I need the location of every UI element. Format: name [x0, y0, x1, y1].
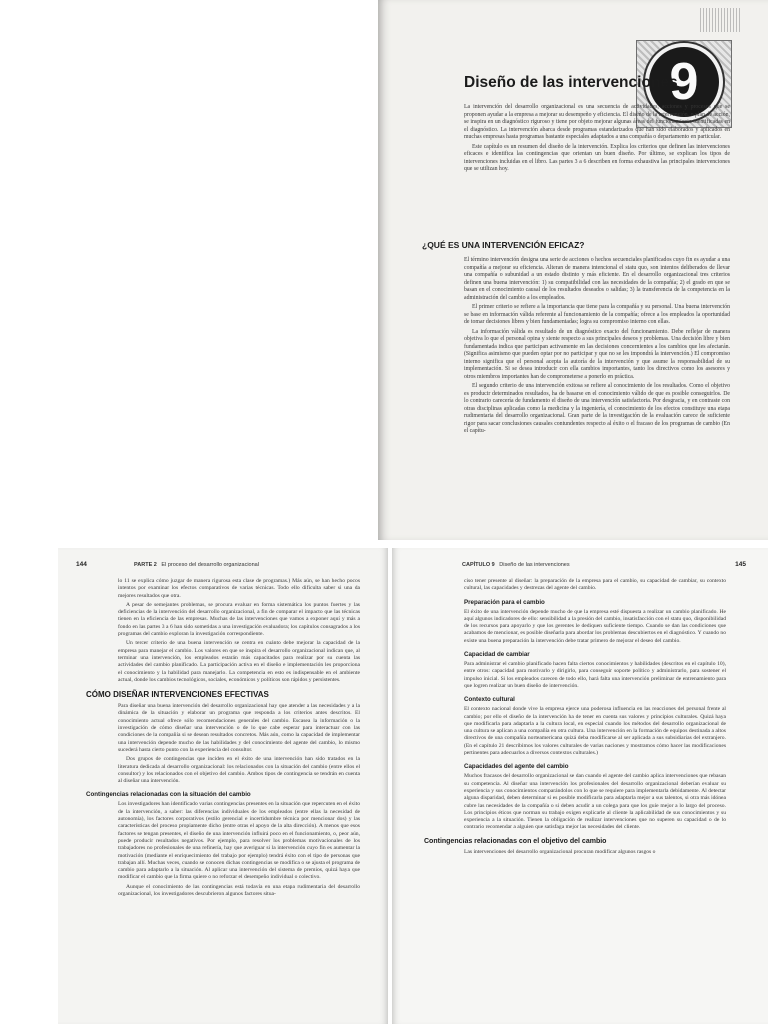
page-number: 144	[76, 561, 87, 568]
body-paragraph: Aunque el conocimiento de las contingencias está todavía en una etapa rudimentaria del desarrollo organizacional, los investigadores descubrieron algunos factores situa-	[118, 883, 360, 897]
body-paragraph: lo 11 se explica cómo juzgar de manera rigurosa esta clase de programas.) Más aún, se han hecho pocos intentos por examinar los efectos comparativos de varias técnicas. Todo ello dificulta saber si una da mejores resultados que otra.	[118, 578, 360, 599]
left-column	[86, 578, 360, 900]
body-paragraph: Un tercer criterio de una buena intervención se centra en cuánto debe mejorar la capacidad de la empresa para manejar el cambio. Los valores en que se inspira el desarrollo organizacional indican que, al terminar una intervención, los empleados estarán más capacitados para realizar por su cuenta las actividades del cambio planificado. La participación activa en el diseño e implementación les proporciona el conocimiento y la habilidad para manejarlo. La competencia en esto es indispensable en el ambiente actual, donde los cambios tecnológicos, sociales, económicos y políticos son rápidos y persistentes.	[118, 640, 360, 683]
body-paragraph: El éxito de una intervención depende mucho de que la empresa esté dispuesta a realizar un cambio planificado. He aquí algunos indicadores de ello: sensibilidad a la presión del cambio, insatisfacción con el statu quo, disponibilidad de los recursos para apoyarlo y que los gerentes le dediquen suficiente tiempo. Cuando se dan las condiciones que acabamos de mencionar, es posible diseñarla para abordar los problemas descubiertos en el diagnóstico. Y cuando no existe una buena preparación la intervención debe tratar primero de mejorar el deseo del cambio.	[464, 608, 726, 644]
body-paragraph: Las intervenciones del desarrollo organizacional procuran modificar algunos rasgos o	[464, 848, 656, 855]
subsection-heading: Capacidad de cambiar	[464, 651, 530, 659]
body-paragraph: La información válida es resultado de un diagnóstico exacto del funcionamiento. Debe reflejar de manera objetiva lo que el personal opina y siente respecto a sus principales deseos y problemas. Una decisión libre y bien fundamentada indica que participan activamente en las decisiones concernientes a los cambios que les afectarán. (Significa asimismo que pueden optar por no participar y que no se les impondrá la intervención.) El compromiso interno significa que el personal acepta la autoría de la intervención y que asume la responsabilidad de su implementación. Si se desea introducir con ella cambios importantes, tanto los directivos como los asesores y otros miembros importantes han de comprometerse a ponerlo en práctica.	[464, 328, 730, 380]
body-paragraph: Para administrar el cambio planificado hacen falta ciertos conocimientos y habilidades (descritos en el capítulo 10), entre otros: capacidad para motivarlo y dirigirlo, para conseguir soporte político y administrarlo, para sostener el impulso inicial. Si los empleados carecen de todo ello, hará falta una intervención preliminar de entrenamiento para que logren realizar un buen diseño de intervención.	[464, 661, 726, 689]
body-paragraph: El contexto nacional donde vive la empresa ejerce una poderosa influencia en las reacciones del personal frente al cambio; por ello el diseño de la intervención ha de tener en cuenta sus valores y principios culturales. Quizá haya que modificarla para adaptarla a la cultura local, en especial cuando los métodos del desarrollo organizacional de una cultura se aplican a una compañía en otra cultura. Una intervención en la formación de equipos destinada a altos directivos de una compañía norteamericana quizá deba modificarse al ser aplicada a sus subsidiarias del extranjero. (En el capítulo 21 describimos los valores culturales de varias naciones y mostramos cómo hacer las modificaciones pertinentes para adecuarlos a diversos contextos culturales.)	[464, 706, 726, 757]
chapter-intro	[464, 104, 730, 176]
right-column	[424, 578, 726, 858]
body-paragraph: A pesar de semejantes problemas, se procura evaluar en forma sistemática los puntos fuertes y las deficiencias de la intervención del desarrollo organizacional, a fin de comparar el impacto que las técnicas tienen en la eficiencia de las empresas. Muchas de las intervenciones que vamos a exponer aquí y más a fondo en las partes 3 a 6 han sido sometidas a una investigación evaluadora; los capítulos consagrados a los programas del cambio exploran la investigación correspondiente.	[118, 601, 360, 638]
body-paragraph: El término intervención designa una serie de acciones o hechos secuenciales planificados cuyo fin es ayudar a una compañía a mejorar su eficiencia. Alteran de manera intencional el statu quo, son intentos deliberados de llevar una compañía o subunidad a un estado distinto y más eficiente. En el desarrollo organizacional tres criterios definen una buena intervención: 1) su compatibilidad con las necesidades de la compañía; 2) el grado en que se basan en el conocimiento causal de los resultados deseados o salidas; 3) la transferencia de la competencia en la administración del cambio a los empleados.	[464, 257, 730, 301]
subsection-heading: Capacidades del agente del cambio	[464, 763, 569, 771]
page-number: 145	[735, 561, 746, 568]
section-heading: ¿QUÉ ES UNA INTERVENCIÓN EFICAZ?	[422, 240, 585, 250]
left-page	[58, 548, 388, 1024]
running-head-part: PARTE 2	[134, 562, 157, 568]
chapter-number: 9	[649, 47, 719, 117]
running-head-title: El proceso del desarrollo organizacional	[161, 562, 259, 568]
body-paragraph: Muchos fracasos del desarrollo organizacional se dan cuando el agente del cambio aplica intervenciones que rebasan su competencia. Al diseñar una intervención los profesionales del desarrollo organizacional deberían evaluar su experiencia y sus conocimientos comparándolos con lo que se requiere para implementarla debidamente. Al detectar alguna disparidad, deben determinar si es posible modificarla para adaptarla mejor a sus talentos, si otra más idónea cubre las necesidades de la compañía o si deben acudir a un colega para que los guíe mejor a lo largo del proceso. Los principios éticos que norman su trabajo exigen explicarle al cliente la aplicabilidad de sus conocimientos y su experiencia a la situación. Tienen la obligación de realizar intervenciones que no superen su capacidad o de lo contrario recomendar a alguien que satisfaga mejor las necesidades del cliente.	[464, 773, 726, 831]
right-page	[392, 548, 768, 1024]
subsection-heading: Contexto cultural	[464, 696, 515, 704]
intro-paragraph: Este capítulo es un resumen del diseño de la intervención. Explica los criterios que definen las intervenciones eficaces e identifica las contingencias que orientan un buen diseño. Por último, se explican los tipos de intervenciones incluidas en el libro. Las partes 3 a 6 describen en forma exhaustiva las principales intervenciones que se utilizan hoy.	[464, 143, 730, 172]
corner-decoration	[700, 8, 740, 32]
chapter-opener-page	[378, 0, 768, 540]
section-body	[464, 257, 730, 438]
body-paragraph: El primer criterio se refiere a la importancia que tiene para la compañía y su personal. Una buena intervención se base en información válida referente al funcionamiento de la compañía; ofrece a los empleados la oportunidad de tomar decisiones libres y bien fundamentadas; logra su compromiso interno con ellas.	[464, 304, 730, 325]
body-paragraph: Los investigadores han identificado varias contingencias presentes en la situación que repercuten en el éxito de la intervención, a saber: las diferencias individuales de los empleados (entre ellas la necesidad de autonomía), los factores corporativos (estilo gerencial e incertidumbre técnica por mencionar dos) y las características del proceso propiamente dicho (entre otras el apoyo de la alta dirección). A menos que esos factores se tengan presentes, el diseño de una intervención influirá poco en el funcionamiento, o, peor aún, puede producir resultados negativos. Por ejemplo, para resolver los problemas motivacionales de los trabajadores no profesionales de una refinería, hay que averiguar si la intervención cuyo fin es aumentar la motivación (mediante el enriquecimiento del trabajo por ejemplo) tendrá éxito con el tipo de personas que trabajan allí. Muchas veces, cuando se conocen dichas contingencias se modifica o se ajusta el programa de cambio para adaptarlo a la situación. Al aplicar una intervención del sistema de premios, quizá haya que modificar el cambio que la firma quiere o no reforzar el desempeño individual o colectivo.	[118, 801, 360, 881]
subsection-heading: Contingencias relacionadas con la situación del cambio	[86, 791, 251, 799]
running-head	[134, 562, 259, 568]
running-head-chapter: CAPÍTULO 9	[462, 562, 495, 568]
running-head	[462, 562, 570, 568]
intro-paragraph: La intervención del desarrollo organizacional es una secuencia de actividades, acciones y procesos que se proponen ayudar a la empresa a mejorar su desempeño y eficiencia. El diseño de la intervención, o plan de acción, se inspira en un diagnóstico riguroso y tiene por objeto mejorar algunas áreas del funcionamiento identificadas en el diagnóstico. La intervención abarca desde programas estandarizados que han sido elaborados y aplicados en muchas empresas hasta programas bastante especiales adaptados a una compañía o departamento en particular.	[464, 104, 730, 140]
running-head-title: Diseño de las intervenciones	[499, 562, 570, 568]
body-paragraph: Dos grupos de contingencias que inciden en el éxito de una intervención han sido tratados en la literatura dedicada al desarrollo organizacional: los relacionados con la situación del cambio (entre ellos el consultor) y los relacionados con el objetivo del cambio. Ambos tipos de contingencia se tendrán en cuenta al diseñar una intervención.	[118, 756, 360, 785]
body-paragraph: ciso tener presente al diseñar: la preparación de la empresa para el cambio, su capacidad de cambiar, su contexto cultural, las capacidades y destrezas del agente del cambio.	[464, 578, 726, 592]
section-heading: Contingencias relacionadas con el objetivo del cambio	[424, 837, 607, 845]
body-paragraph: El segundo criterio de una intervención exitosa se refiere al conocimiento de los resultados. Como el objetivo es producir determinados resultados, ha de basarse en el conocimiento válido de que es posible conseguirlos. De lo contrario carecería de fundamento el diseño de una intervención satisfactoria. Por desgracia, y en contraste con otras disciplinas aplicadas como la medicina y la ingeniería, el conocimiento de los efectos constituye una etapa rudimentaria del desarrollo organizacional. Gran parte de la investigación de la evaluación carece de suficiente rigor para sacar conclusiones causales contundentes respecto al éxito o el fracaso de los programas de cambio (En el capítu-	[464, 383, 730, 434]
section-heading: CÓMO DISEÑAR INTERVENCIONES EFECTIVAS	[86, 690, 269, 700]
body-paragraph: Para diseñar una buena intervención del desarrollo organizacional hay que atender a las necesidades y a la dinámica de la situación y elaborar un programa que responda a los criterios antes descritos. El conocimiento actual ofrece sólo recomendaciones generales del cambio. Escasea la información o la investigación de cómo diseñar una intervención o de lo que cabe esperar para interactuar con las condiciones de la compañía si se desean resultados concretos. Más aún, como la capacidad de implementar una intervención depende mucho de las habilidades y del conocimiento del agente del cambio, lo mismo sucederá hasta cierto punto con la experiencia del consultor.	[118, 703, 360, 753]
subsection-heading: Preparación para el cambio	[464, 598, 545, 606]
chapter-title: Diseño de las intervenciones	[464, 74, 678, 91]
